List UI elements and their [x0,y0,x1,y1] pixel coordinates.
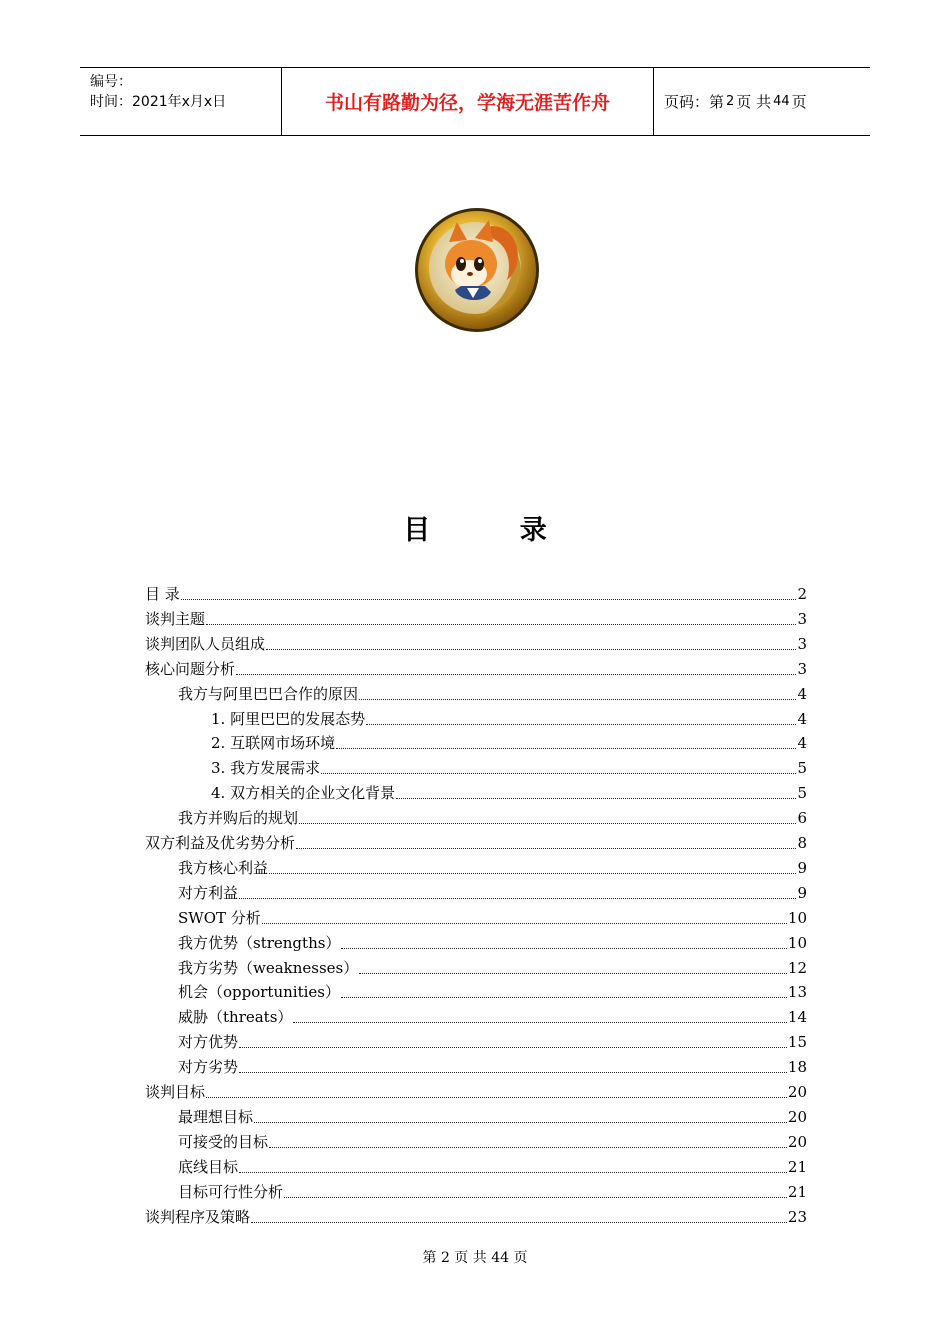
toc-entry[interactable] [178,1053,807,1077]
page-mid: 页 共 [736,93,772,111]
toc-entry-page: 20 [787,1132,807,1151]
toc-leader-dots [359,972,787,974]
toc-entry[interactable] [145,829,807,853]
toc-entry[interactable] [178,680,807,704]
toc-entry-page: 12 [787,958,807,977]
toc-entry-label: 我方核心利益 [178,858,269,877]
toc-entry-page: 20 [787,1107,807,1126]
toc-entry-page: 9 [797,883,807,902]
toc-entry[interactable] [211,705,807,729]
toc-entry-label: 核心问题分析 [145,659,236,678]
toc-entry-page: 20 [787,1083,807,1101]
toc-entry[interactable] [145,630,807,654]
header-meta [80,68,281,135]
page-prefix: 页码：第 [664,93,725,111]
toc-entry-page: 4 [797,734,807,753]
toc-leader-dots [284,1196,787,1198]
toc-leader-dots [181,598,797,600]
toc-entry-label: 目标可行性分析 [178,1182,284,1201]
toc-leader-dots [341,996,787,998]
toc-leader-dots [293,1021,787,1023]
toc-entry[interactable] [178,854,807,878]
toc-entry-page: 18 [787,1058,807,1077]
toc-leader-dots [262,922,787,924]
toc-leader-dots [269,1146,787,1148]
toc-entry[interactable] [178,1028,807,1052]
toc-entry-page: 5 [797,784,807,803]
toc-entry-label: 我方并购后的规划 [178,809,299,828]
toc-entry[interactable] [211,779,807,803]
toc-entry-label: 我方优势（strengths） [178,933,341,952]
toc-leader-dots [206,1096,787,1098]
toc-entry-label: 威胁（threats） [178,1008,293,1027]
squirrel-mascot-logo-icon [413,206,541,334]
toc-leader-dots [336,747,796,749]
header-page-info [654,68,870,135]
toc-leader-dots [239,1071,787,1073]
toc-leader-dots [239,897,796,899]
toc-leader-dots [299,822,796,824]
toc-entry-label: 双方利益及优劣势分析 [145,834,296,852]
toc-entry[interactable] [178,904,807,928]
toc-entry-label: 2. 互联网市场环境 [211,734,336,753]
toc-leader-dots [266,648,796,650]
toc-entry-label: 目 录 [145,585,180,603]
toc-leader-dots [359,698,796,700]
toc-entry[interactable] [178,1128,807,1152]
toc-entry[interactable] [178,1178,807,1202]
toc-entry[interactable] [178,929,807,953]
toc-entry-page: 4 [797,709,807,728]
toc-entry[interactable] [178,1103,807,1127]
toc-entry-label: 我方劣势（weaknesses） [178,958,359,977]
toc-entry[interactable] [211,754,807,778]
toc-leader-dots [206,623,796,625]
toc-entry-page: 3 [797,659,807,678]
toc-leader-dots [239,1171,787,1173]
toc-entry[interactable] [178,1153,807,1177]
toc-entry[interactable] [145,1203,807,1227]
toc-entry[interactable] [145,605,807,629]
toc-leader-dots [296,847,796,849]
header-motto: 书山有路勤为径，学海无涯苦作舟 [281,68,654,135]
toc-leader-dots [321,772,796,774]
toc-entry[interactable] [145,655,807,679]
toc-entry-label: 对方劣势 [178,1058,239,1077]
toc-entry-label: 可接受的目标 [178,1132,269,1151]
toc-entry-page: 10 [787,933,807,952]
toc-entry[interactable] [145,580,807,604]
toc-entry-page: 5 [797,759,807,778]
time-label: 时间：2021年x月x日 [90,94,227,110]
toc-leader-dots [366,723,796,725]
page-suffix: 页 [791,93,807,111]
serial-label: 编号： [90,74,132,90]
toc-entry-label: 底线目标 [178,1157,239,1176]
toc-entry-label: 谈判程序及策略 [145,1207,251,1226]
page-header [80,67,870,136]
toc-leader-dots [254,1121,787,1123]
toc-leader-dots [396,797,796,799]
toc-leader-dots [251,1221,787,1223]
toc-entry-page: 3 [797,609,807,628]
toc-leader-dots [341,947,786,949]
page-footer: 第 2 页 共 44 页 [422,1250,528,1266]
toc-leader-dots [269,872,796,874]
toc-entry-label: 谈判主题 [145,609,206,628]
toc-entry-page: 15 [787,1033,807,1052]
toc-entry-page: 21 [787,1157,807,1176]
toc-entry-label: 3. 我方发展需求 [211,759,321,778]
toc-title: 目 录 [403,515,587,546]
toc-entry[interactable] [178,879,807,903]
toc-entry-label: 谈判团队人员组成 [145,634,266,653]
toc-entry-page: 21 [787,1182,807,1201]
toc-entry-page: 4 [797,684,807,703]
toc-entry-label: 机会（opportunities） [178,983,340,1002]
toc-entry[interactable] [211,729,807,753]
toc-entry-label: 最理想目标 [178,1107,254,1126]
toc-entry-page: 8 [797,834,807,852]
toc-entry-label: 1. 阿里巴巴的发展态势 [211,709,366,728]
page-total: 44 [773,94,790,109]
toc-entry-page: 9 [797,858,807,877]
toc-entry-page: 10 [787,908,807,927]
toc-entry-page: 6 [797,809,807,828]
toc-entry-label: 谈判目标 [145,1083,206,1101]
toc-entry-page: 3 [797,634,807,653]
toc-entry-label: 对方利益 [178,883,239,902]
toc-leader-dots [239,1046,787,1048]
toc-entry-label: SWOT 分析 [178,908,261,927]
toc-entry-page: 2 [797,585,807,603]
page-number: 2 [726,94,735,109]
toc-entry[interactable] [178,954,807,978]
toc-leader-dots [236,673,796,675]
toc-entry[interactable] [145,1078,807,1102]
toc-entry[interactable] [178,978,807,1002]
toc-entry-label: 对方优势 [178,1033,239,1052]
toc-entry-page: 13 [787,983,807,1002]
toc-entry[interactable] [178,1003,807,1027]
toc-entry-label: 我方与阿里巴巴合作的原因 [178,684,359,703]
toc-entry[interactable] [178,804,807,828]
toc-entry-page: 14 [787,1008,807,1027]
toc-entry-label: 4. 双方相关的企业文化背景 [211,784,396,803]
toc-entry-page: 23 [787,1207,807,1226]
